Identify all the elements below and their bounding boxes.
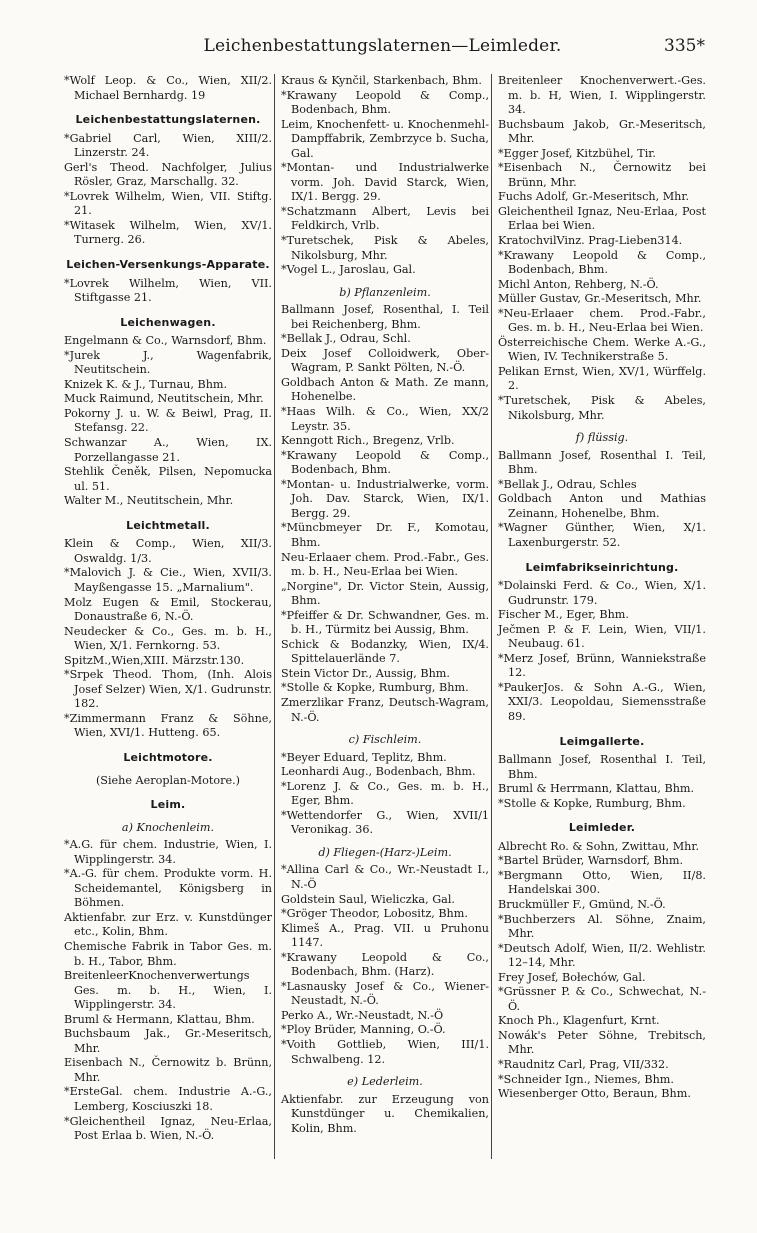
directory-entry: *ErsteGal. chem. Industrie A.-G., Lemberg, Kosciuszki 18.	[64, 1085, 272, 1113]
subsection-heading: e) Lederleim.	[347, 1075, 423, 1089]
directory-entry: *Lorenz J. & Co., Ges. m. b. H., Eger, Bhm.	[281, 779, 489, 808]
directory-entry: *Krawany Leopold & Comp., Bodenbach, Bhm.	[281, 88, 489, 117]
page-number: 335*	[664, 36, 705, 56]
directory-entry: *Gleichentheil Ignaz, Neu-Erlaa, Post Erlaa b. Wien, N.-Ö.	[64, 1114, 272, 1143]
directory-entry: *Eisenbach N., Černowitz bei Brünn, Mhr.	[498, 161, 706, 189]
directory-entry: *Zimmermann Franz & Söhne, Wien, XVI/1. Hutteng. 65.	[64, 711, 272, 740]
directory-entry: Fischer M., Eger, Bhm.	[498, 608, 629, 622]
directory-entry: *Deutsch Adolf, Wien, II/2. Wehlistr. 12–14, Mhr.	[498, 941, 706, 970]
directory-entry: *Srpek Theod. Thom, (Inh. Alois Josef Selzer) Wien, X/1. Gudrunstr. 182.	[64, 668, 272, 711]
directory-entry: Aktienfabr. zur Erzeugung von Kunstdünger u. Chemikalien, Kolin, Bhm.	[281, 1092, 489, 1135]
directory-entry: Kraus & Kynčil, Starkenbach, Bhm.	[281, 74, 482, 87]
section-heading: Leichtmetall.	[126, 518, 210, 532]
section-heading: Leim.	[150, 798, 186, 812]
directory-entry: *Schneider Ign., Niemes, Bhm.	[498, 1072, 674, 1086]
directory-entry: BreitenleerKnochenverwertungs Ges. m. b. H., Wien, I. Wipplingerstr. 34.	[64, 969, 272, 1012]
column-1	[64, 74, 272, 1144]
directory-entry: *Wettendorfer G., Wien, XVII/1 Veronikag. 36.	[281, 808, 489, 837]
section-heading: Leichen-Versenkungs-Apparate.	[66, 258, 270, 272]
directory-entry: *Bergmann Otto, Wien, II/8. Handelskai 300.	[498, 868, 706, 897]
directory-entry: Deix Josef Colloidwerk, Ober-Wagram, P. Sankt Pölten, N.-Ö.	[281, 346, 489, 375]
section-heading: Leimgallerte.	[559, 734, 645, 748]
directory-entry: *Wolf Leop. & Co., Wien, XII/2. Michael Bernhardg. 19	[64, 74, 272, 102]
directory-entry: *Lovrek Wilhelm, Wien, VII. Stiftg. 21.	[64, 189, 272, 218]
directory-entry: *Dolainski Ferd. & Co., Wien, X/1. Gudrunstr. 179.	[498, 579, 706, 607]
subsection-heading: c) Fischleim.	[348, 733, 422, 747]
directory-entry: *Vogel L., Jaroslau, Gal.	[281, 263, 416, 277]
directory-entry: *Krawany Leopold & Comp., Bodenbach, Bhm.	[281, 448, 489, 477]
directory-entry: Österreichische Chem. Werke A.-G., Wien, IV. Technikerstraße 5.	[498, 335, 706, 364]
directory-entry: Albrecht Ro. & Sohn, Zwittau, Mhr.	[498, 839, 700, 853]
directory-entry: Aktienfabr. zur Erz. v. Kunstdünger etc., Kolin, Bhm.	[64, 910, 272, 939]
directory-entry: Buchsbaum Jak., Gr.-Meseritsch, Mhr.	[64, 1027, 272, 1055]
directory-entry: *Müncbmeyer Dr. F., Komotau, Bhm.	[281, 521, 489, 549]
directory-entry: *Turetschek, Pisk & Abeles, Nikolsburg, Mhr.	[281, 234, 489, 262]
directory-entry: *Wagner Günther, Wien, X/1. Laxenburgerstr. 52.	[498, 521, 706, 549]
directory-entry: Klein & Comp., Wien, XII/3. Oswaldg. 1/3.	[64, 537, 272, 565]
directory-entry: „Norgine", Dr. Victor Stein, Aussig, Bhm.	[281, 579, 489, 608]
directory-entry: *A.G. für chem. Industrie, Wien, I. Wipplingerstr. 34.	[64, 838, 272, 866]
section-heading: Leichenbestattungslaternen.	[75, 113, 261, 127]
directory-entry: Knizek K. & J., Turnau, Bhm.	[64, 377, 228, 391]
directory-entry: *Voith Gottlieb, Wien, III/1. Schwalbeng. 12.	[281, 1038, 489, 1066]
directory-entry: Fuchs Adolf, Gr.-Meseritsch, Mhr.	[498, 190, 690, 204]
directory-entry: Muck Raimund, Neutitschein, Mhr.	[64, 392, 264, 406]
subsection-heading: f) flüssig.	[575, 431, 629, 445]
directory-entry: Walter M., Neutitschein, Mhr.	[64, 494, 234, 508]
directory-entry: *Montan- und Industrialwerke vorm. Joh. David Starck, Wien, IX/1. Bergg. 29.	[281, 161, 489, 204]
column-2	[281, 74, 489, 1136]
directory-entry: *Lasnausky Josef & Co., Wiener-Neustadt, N.-Ö.	[281, 979, 489, 1008]
directory-entry: Goldbach Anton und Mathias Zeinann, Hohenelbe, Bhm.	[498, 492, 706, 520]
directory-entry: Stein Victor Dr., Aussig, Bhm.	[281, 666, 450, 680]
directory-entry: Gerl's Theod. Nachfolger, Julius Rösler, Graz, Marschallg. 32.	[64, 160, 272, 189]
directory-entry: *Witasek Wilhelm, Wien, XV/1. Turnerg. 26.	[64, 218, 272, 247]
directory-entry: *Gabriel Carl, Wien, XIII/2. Linzerstr. 24.	[64, 131, 272, 160]
directory-entry: Leonhardi Aug., Bodenbach, Bhm.	[281, 765, 476, 779]
subsection-heading: d) Fliegen-(Harz-)Leim.	[318, 845, 452, 859]
directory-entry: *Buchberzers Al. Söhne, Znaim, Mhr.	[498, 912, 706, 941]
section-heading: Leimleder.	[568, 821, 636, 835]
directory-entry: *Grüssner P. & Co., Schwechat, N.-Ö.	[498, 985, 706, 1013]
directory-entry: *Krawany Leopold & Co., Bodenbach, Bhm. (Harz).	[281, 950, 489, 979]
directory-entry: Ballmann Josef, Rosenthal, I. Teil bei Reichenberg, Bhm.	[281, 303, 489, 331]
directory-entry: Pelikan Ernst, Wien, XV/1, Würffelg. 2.	[498, 364, 706, 393]
directory-entry: *Bellak J., Odrau, Schles	[498, 477, 637, 491]
directory-entry: *Malovich J. & Cie., Wien, XVII/3. Mayßengasse 15. „Marnalium".	[64, 566, 272, 594]
directory-entry: Stehlik Čeněk, Pilsen, Nepomucka ul. 51.	[64, 465, 272, 493]
section-heading: Leichenwagen.	[120, 315, 216, 329]
directory-entry: *Bartel Brüder, Warnsdorf, Bhm.	[498, 854, 684, 868]
directory-entry: Schick & Bodanzky, Wien, IX/4. Spittelauerlände 7.	[281, 637, 489, 666]
directory-entry: *Lovrek Wilhelm, Wien, VII. Stiftgasse 21.	[64, 276, 272, 305]
cross-reference-note: (Siehe Aeroplan-Motore.)	[95, 773, 241, 787]
directory-entry: Nowák's Peter Söhne, Trebitsch, Mhr.	[498, 1028, 706, 1057]
subsection-heading: b) Pflanzenleim.	[339, 285, 431, 299]
directory-entry: Neu-Erlaaer chem. Prod.-Fabr., Ges. m. b. H., Neu-Erlaa bei Wien.	[281, 550, 489, 579]
directory-entry: *Pfeiffer & Dr. Schwandner, Ges. m. b. H., Türmitz bei Aussig, Bhm.	[281, 608, 489, 637]
directory-entry: Eisenbach N., Černowitz b. Brünn, Mhr.	[64, 1056, 272, 1084]
directory-entry: Perko A., Wr.-Neustadt, N.-Ö	[281, 1008, 444, 1022]
directory-entry: *Stolle & Kopke, Rumburg, Bhm.	[498, 796, 686, 810]
section-heading: Leichtmotore.	[123, 750, 213, 764]
directory-entry: *Gröger Theodor, Lobositz, Bhm.	[281, 907, 468, 921]
directory-entry: *Stolle & Kopke, Rumburg, Bhm.	[281, 681, 469, 695]
directory-entry: Kenngott Rich., Bregenz, Vrlb.	[281, 434, 455, 448]
section-heading: Leimfabrikseinrichtung.	[525, 560, 679, 574]
directory-entry: Bruckmüller F., Gmünd, N.-Ö.	[498, 897, 666, 911]
directory-entry: Ječmen P. & F. Lein, Wien, VII/1. Neubaug. 61.	[498, 622, 706, 651]
directory-entry: Klimeš A., Prag. VII. u Pruhonu 1147.	[281, 921, 489, 950]
directory-entry: Wiesenberger Otto, Beraun, Bhm.	[498, 1087, 691, 1101]
directory-entry: *Jurek J., Wagenfabrik, Neutitschein.	[64, 348, 272, 377]
directory-entry: Michl Anton, Rehberg, N.-Ö.	[498, 277, 659, 291]
directory-entry: Chemische Fabrik in Tabor Ges. m. b. H., Tabor, Bhm.	[64, 939, 272, 968]
directory-entry: Zmerzlikar Franz, Deutsch-Wagram, N.-Ö.	[281, 695, 489, 724]
page-title: Leichenbestattungslaternen—Leimleder.	[203, 36, 562, 56]
directory-entry: *Turetschek, Pisk & Abeles, Nikolsburg, Mhr.	[498, 394, 706, 422]
directory-entry: Müller Gustav, Gr.-Meseritsch, Mhr.	[498, 292, 702, 306]
directory-entry: Molz Eugen & Emil, Stockerau, Donaustraße 6, N.-Ö.	[64, 595, 272, 624]
directory-entry: *Merz Josef, Brünn, Wanniekstraße 12.	[498, 651, 706, 680]
directory-entry: *Schatzmann Albert, Levis bei Feldkirch, Vrlb.	[281, 204, 489, 233]
directory-entry: Neudecker & Co., Ges. m. b. H., Wien, X/1. Fernkorng. 53.	[64, 624, 272, 653]
directory-entry: *Beyer Eduard, Teplitz, Bhm.	[281, 750, 447, 764]
column-divider	[274, 74, 275, 1159]
directory-entry: Engelmann & Co., Warnsdorf, Bhm.	[64, 334, 267, 348]
subsection-heading: a) Knochenleim.	[121, 820, 215, 834]
column-divider	[491, 74, 492, 1159]
directory-entry: Bruml & Herrmann, Klattau, Bhm.	[498, 782, 695, 796]
directory-entry: *Haas Wilh. & Co., Wien, XX/2 Leystr. 35.	[281, 405, 489, 433]
directory-entry: *Allina Carl & Co., Wr.-Neustadt I., N.-Ö	[281, 863, 489, 891]
directory-entry: Goldbach Anton & Math. Ze mann, Hohenelbe.	[281, 375, 489, 404]
column-3	[498, 74, 706, 1102]
page-header	[60, 36, 705, 60]
directory-entry: *A.-G. für chem. Produkte vorm. H. Scheidemantel, Königsberg in Böhmen.	[64, 867, 272, 910]
directory-entry: Leim, Knochenfett- u. Knochenmehl-Dampffabrik, Zembrzyce b. Sucha, Gal.	[281, 117, 489, 160]
directory-entry: *Krawany Leopold & Comp., Bodenbach, Bhm.	[498, 248, 706, 277]
directory-entry: Goldstein Saul, Wieliczka, Gal.	[281, 892, 455, 906]
directory-entry: Frey Josef, Bołechów, Gal.	[498, 970, 646, 984]
directory-entry: Buchsbaum Jakob, Gr.-Meseritsch, Mhr.	[498, 117, 706, 146]
directory-entry: Gleichentheil Ignaz, Neu-Erlaa, Post Erlaa bei Wien.	[498, 204, 706, 233]
directory-entry: Schwanzar A., Wien, IX. Porzellangasse 21.	[64, 436, 272, 464]
directory-entry: *Bellak J., Odrau, Schl.	[281, 332, 411, 346]
directory-entry: Ballmann Josef, Rosenthal I. Teil, Bhm.	[498, 448, 706, 477]
directory-entry: Bruml & Hermann, Klattau, Bhm.	[64, 1012, 255, 1026]
directory-entry: *Neu-Erlaaer chem. Prod.-Fabr., Ges. m. b. H., Neu-Erlaa bei Wien.	[498, 306, 706, 335]
directory-entry: SpitzM.,Wien,XIII. Märzstr.130.	[64, 653, 245, 667]
directory-entry: Knoch Ph., Klagenfurt, Krnt.	[498, 1014, 660, 1028]
directory-entry: KratochvilVinz. Prag-Lieben314.	[498, 234, 683, 248]
directory-entry: *PaukerJos. & Sohn A.-G., Wien, XXI/3. Leopoldau, Siemensstraße 89.	[498, 680, 706, 723]
directory-entry: *Ploy Brüder, Manning, O.-Ö.	[281, 1023, 446, 1037]
directory-entry: Breitenleer Knochenverwert.-Ges. m. b. H, Wien, I. Wipplingerstr. 34.	[498, 74, 706, 117]
directory-entry: Pokorny J. u. W. & Beiwl, Prag, II. Stefansg. 22.	[64, 406, 272, 435]
directory-entry: Ballmann Josef, Rosenthal I. Teil, Bhm.	[498, 753, 706, 781]
directory-entry: *Montan- u. Industrialwerke, vorm. Joh. Dav. Starck, Wien, IX/1. Bergg. 29.	[281, 477, 489, 520]
directory-entry: *Raudnitz Carl, Prag, VII/332.	[498, 1058, 669, 1071]
directory-entry: *Egger Josef, Kitzbühel, Tir.	[498, 146, 656, 160]
